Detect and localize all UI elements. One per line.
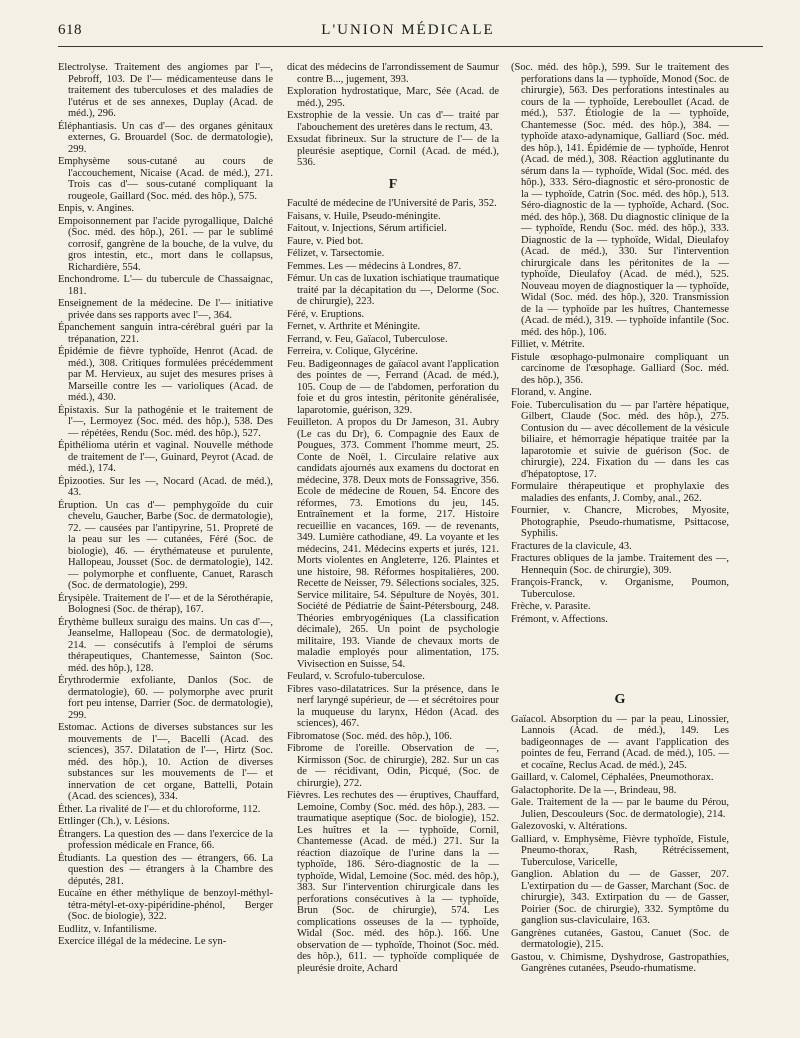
index-entry: Épidémie de fièvre typhoïde, Henrot (Acad. de méd.), 308. Critiques formulées précédemment par M. Hervieux, au sujet des mesures prises à Marseille contre les — varioliques (Acad. de méd.), 430. [58, 346, 273, 403]
index-entry: Érysipèle. Traitement de l'— et de la Sérothérapie, Bolognesi (Soc. de thérap), 167. [58, 592, 273, 615]
index-column-3-lower [511, 684, 729, 1027]
index-entry: Fistule œsophago-pulmonaire compliquant un carcinome de l'œsophage. Galliard (Soc. méd. des hôp.), 356. [511, 351, 729, 386]
index-column-1 [58, 62, 273, 1027]
index-entry: Electrolyse. Traitement des angiomes par l'—, Pebroff, 103. De l'— médicamenteuse dans le traitement des tuberculoses et des maladies de l'utérus et de ses annexes, Duplay (Acad. de méd.), 296. [58, 62, 273, 119]
section-heading-f: F [388, 176, 398, 192]
index-entry: Fibres vaso-dilatatrices. Sur la présence, dans le nerf laryngé supérieur, de — et sécrétoires pour la muqueuse du larynx, Hédon (Acad. des sciences), 467. [287, 683, 499, 729]
index-entry: Gaillard, v. Calomel, Céphalées, Pneumothorax. [511, 772, 714, 783]
index-entry: Étrangers. La question des — dans l'exercice de la profession médicale en France, 66. [58, 828, 273, 851]
index-entry: Florand, v. Angine. [511, 387, 592, 398]
index-entry: Épizooties. Sur les —, Nocard (Acad. de méd.), 43. [58, 475, 273, 498]
index-entry: Érythrodermie exfoliante, Danlos (Soc. de dermatologie), 60. — polymorphe avec prurit fort peu intense, Darrier (Soc. de dermatologie), 299. [58, 675, 273, 721]
index-entry: Fractures obliques de la jambe. Traitement des —, Hennequin (Soc. de chirurgie), 309. [511, 553, 729, 576]
index-entry: Étudiants. La question des — étrangers, 66. La question des — étrangers à la Chambre des députés, 281. [58, 852, 273, 887]
index-entry: Ferreira, v. Colique, Glycérine. [287, 346, 418, 357]
index-entry: Faculté de médecine de l'Université de Paris, 352. [287, 198, 497, 209]
index-entry: Fibromatose (Soc. méd. des hôp.), 106. [287, 730, 453, 742]
index-entry: Fièvres. Les rechutes des — éruptives, Chauffard, Lemoine, Comby (Soc. méd. des hôp.), 283. — traumatique aseptique (Soc. de biologie), 152. Les huîtres et la — typhoïde, Cornil, Chantemesse (Acad. de méd.) 271. Sur la réaction diazoïque de l'urine dans la — typhoïde, 186. Séro-diagnostic de la — typhoïde, Widal, Lemoine (Soc. méd. des hôp.), 383. Sur l'intervention chirurgicale dans les perforations consécutives à la — typhoïde, Brun (Soc. de chirurgie), 574. Les complications osseuses de la — typhoïde, Widal (Soc. méd. des hôp.). 166. Une observation de — typhoïde, Thoinot (Soc. méd. des hôp.), 611. — typhoïde compliquée de pleurésie droite, Achard [287, 790, 499, 974]
index-entry: Filliet, v. Métrite. [511, 339, 585, 350]
index-entry: Épanchement sanguin intra-cérébral guéri par la trépanation, 221. [58, 322, 273, 345]
index-entry: Foie. Tuberculisation du — par l'artère hépatique, Gilbert, Claude (Soc. méd. des hôp.), 275. Contusion du — avec décollement de la vésicule biliaire, et hémorragie hépatique traitée par la laparotomie et suivie de guérison (Soc. de chirurgie), 224. Fixation du — dans les cas d'hépatoptose, 17. [511, 399, 729, 480]
index-entry: Emphysème sous-cutané au cours de l'accouchement, Nicaise (Acad. de méd.), 271. Trois cas d'— sous-cutané compliquant la rougeole, Gaillard (Soc. méd. des hôp.), 575. [58, 156, 273, 202]
index-entry: Feulard, v. Scrofulo-tuberculose. [287, 671, 425, 682]
index-entry: Faure, v. Pied bot. [287, 235, 364, 247]
index-entry: Féré, v. Eruptions. [287, 308, 365, 320]
index-entry: Faisans, v. Huile, Pseudo-méningite. [287, 210, 441, 222]
index-entry: Femmes. Les — médecins à Londres, 87. [287, 260, 462, 272]
index-entry: Éléphantiasis. Un cas d'— des organes génitaux externes, G. Brouardel (Soc. de dermatologie), 299. [58, 120, 273, 155]
index-entry: Exercice illégal de la médecine. Le syn- [58, 936, 227, 947]
index-entry: Frémont, v. Affections. [511, 613, 608, 625]
index-entry: Feu. Badigeonnages de gaïacol avant l'application des pointes de —, Ferrand (Acad. de méd.), 105. Coup de — de l'abdomen, perforation du foie et du gros intestin, péritonite généralisée, laparotomie, guérison, 329. [287, 358, 499, 416]
page-header [58, 22, 758, 46]
index-entry: Enseignement de la médecine. De l'— initiative privée dans ses rapports avec l'—, 364. [58, 298, 273, 321]
index-entry: Épistaxis. Sur la pathogénie et le traitement de l'—, Lermoyez (Soc. méd. des hôp.), 538. Des — répétées, Rendu (Soc. méd. des hôp.), 527. [58, 404, 273, 439]
index-entry: Estomac. Actions de diverses substances sur les mouvements de l'—, Bacelli (Acad. des sciences), 357. Dilatation de l'—, Hirtz (Soc. méd. des hôp.), 10. Action de diverses substances sur les mouvements de l'— et innervation de cet organe, Battelli, Potain (Acad. des sciences), 334. [58, 722, 273, 802]
index-entry: dicat des médecins de l'arrondissement de Saumur contre B..., jugement, 393. [287, 62, 499, 85]
index-entry: Fractures de la clavicule, 43. [511, 540, 632, 552]
journal-title: L'UNION MÉDICALE [321, 22, 495, 38]
index-entry: (Soc. méd. des hôp.), 599. Sur le traitement des perforations dans la — typhoïde, Monod (Soc. de chirurgie), 563. Des perforations intestinales au cours de la — typhoïde, Lereboullet (Acad. de méd.), 537. Étiologie de la — typhoïde, Chantemesse (Soc. méd. des hôp.), 384. — typhoïde ataxo-adynamique, Galliard (Soc. méd. des hôp.), 141. Épidémie de — typhoïde, Henrot (Acad. de méd.), 308. Réaction agglutinante du sérum dans la — typhoïde, Widal (Soc. méd. des hôp.), 333. Séro-diagnostic et séro-pronostic de la — typhoïde, Catrin (Soc. méd. des hôp.), 513. Séro-diagnostic de la — typhoïde, Achard. (Soc. méd. des hôp.), 368. Du diagnostic clinique de la — typhoïde, Rendu (Soc. méd. des hôp.), 333. Diagnostic de la — typhoïde, Widal, Dieulafoy (Acad. de méd.), 330. Sur l'intervention chirurgicale dans les péritonites de la — typhoïde, Dieulafoy (Acad. de méd.), 525. Nouveau moyen de diagnostiquer la — typhoïde, Widal (Soc. méd. des hôp.), 320. Transmission de la — typhoïde par les huîtres, Chantemesse (Acad. de méd.), 319. — typhoïde infantile (Soc. méd. des hôp.), 106. [511, 62, 729, 338]
index-entry: Ganglion. Ablation du — de Gasser, 207. L'extirpation du — de Gasser, Marchant (Soc. de chirurgie), 343. Extirpation du — de Gasser, Poirier (Soc. de chirurgie), 332. Symptôme du ganglion sus-claviculaire, 163. [511, 869, 729, 926]
index-entry: Eudlitz, v. Infantilisme. [58, 923, 157, 935]
header-rule [58, 46, 763, 47]
section-heading-g: G [614, 692, 626, 707]
index-entry: Exstrophie de la vessie. Un cas d'— traité par l'abouchement des uretères dans le rectum, 43. [287, 110, 499, 133]
index-entry: Eucaïne en éther méthylique de benzoyl-méthyl-tétra-métyl-et-oxy-pipéridine-phénol, Berger (Soc. de biologie), 322. [58, 888, 273, 922]
index-entry: Gaïacol. Absorption du — par la peau, Linossier, Lannois (Acad. de méd.), 149. Les badigeonnages de — avant l'application des pointes de feu, Ferrand (Acad. de méd.), 105. — et cocaïne, Reclus Acad. de méd.), 245. [511, 713, 729, 771]
index-entry: Gangrènes cutanées, Gastou, Canuet (Soc. de dermatologie), 215. [511, 927, 729, 950]
index-entry: Exsudat fibrineux. Sur la structure de l'— de la pleurésie aseptique, Cornil (Acad. de méd.), 536. [287, 134, 499, 168]
index-entry: Érythème bulleux suraigu des mains. Un cas d'—, Jeanselme, Hallopeau (Soc. de dermatologie), 214. — consécutifs à l'emploi de sérums thérapeutiques, Chantemesse, Sainton (Soc. méd. des hôp.), 128. [58, 616, 273, 674]
index-entry: Exploration hydrostatique, Marc, Sée (Acad. de méd.), 295. [287, 86, 499, 109]
index-entry: Fibrome de l'oreille. Observation de —, Kirmisson (Soc. de chirurgie), 282. Sur un cas de — récidivant, Odin, Picqué, (Soc. de chirurgie), 272. [287, 743, 499, 789]
index-column-3 [511, 62, 729, 672]
index-entry: Félizet, v. Tarsectomie. [287, 248, 385, 259]
index-entry: Enchondrome. L'— du tubercule de Chassaignac, 181. [58, 274, 273, 297]
index-entry: Éruption. Un cas d'— pemphygoïde du cuir chevelu, Gaucher, Barbe (Soc. de dermatologie), 72. — causées par l'antipyrine, 51. Propreté de la peau sur les — cutanées, Féré (Soc. de biologie), 46. — érythémateuse et purulente, Hallopeau, Jousset (Soc. de dermatologie), 142. — polymorphe et confluente, Canuet, Rarasch (Soc. de dermatologie), 299. [58, 499, 273, 591]
index-entry: Gale. Traitement de la — par le baume du Pérou, Julien, Descouleurs (Soc. de dermatologie), 214. [511, 797, 729, 820]
index-entry: Galactophorite. De la —, Brindeau, 98. [511, 784, 677, 796]
index-entry: Galezovoski, v. Altérations. [511, 821, 628, 832]
index-column-2 [287, 62, 499, 1027]
index-entry: Ettlinger (Ch.), v. Lésions. [58, 816, 170, 827]
index-entry: Fournier, v. Chancre, Microbes, Myosite, Photographie, Pseudo-rhumatisme, Psittacose, Syphilis. [511, 505, 729, 539]
index-entry: Formulaire thérapeutique et prophylaxie des maladies des enfants, J. Comby, anal., 262. [511, 481, 729, 504]
index-entry: Fémur. Un cas de luxation ischiatique traumatique traité par la décapitation du —, Delorme (Soc. de chirurgie), 223. [287, 273, 499, 307]
page-number: 618 [58, 22, 82, 38]
index-entry: Enpis, v. Angines. [58, 203, 135, 214]
index-entry: Ferrand, v. Feu, Gaïacol, Tuberculose. [287, 333, 448, 345]
index-entry: Gastou, v. Chimisme, Dyshydrose, Gastropathies, Gangrènes cutanées, Pseudo-rhumatisme. [511, 951, 729, 974]
index-entry: Faitout, v. Injections, Sérum artificiel. [287, 223, 447, 234]
index-entry: François-Franck, v. Organisme, Poumon, Tuberculose. [511, 577, 729, 600]
index-entry: Empoisonnement par l'acide pyrogallique, Dalché (Soc. méd. des hôp.), 261. — par le sublimé corrosif, gangrène de la bouche, de la vulve, du gros intestin, etc., mort dans le collapsus, Richardière, 554. [58, 215, 273, 273]
index-entry: Feuilleton. A propos du Dr Jameson, 31. Aubry (Le cas du Dr), 6. Compagnie des Eaux de Pougues, 373. Comment l'homme meurt, 25. Conte de Noël, 1. Circulaire relative aux candidats ajournés aux examens du doctorat en médecine, 378. Deux mots de Fonssagrive, 356. Ecole de médecine de Rouen, 54. Encore des réformes, 73. Emotions du jeu, 145. Entraînement et la forme, 217. Histoire recueillie en vacances, 169. — de revenants, 349. Lumière cathodiane, 49. La voyante et les médecins, 241. Médecins experts et jurés, 121. Morts violentes en Angleterre, 126. Plaintes et une histoire, 98. Réformes hospitalières, 200. Recette de Neisser, 79. Sélections sociales, 325. Service militaire, 54. Sépulture de Noyès, 301. Société de Pédiatrie de Saint-Pétersbourg, 248. Théories embryogéniques (La classification décimale), 265. Un point de psychologie militaire, 193. Viande de chevaux morts de maladie employés pour alimentation, 175. Vivisection en Suisse, 54. [287, 417, 499, 670]
index-entry: Frèche, v. Parasite. [511, 601, 591, 612]
index-entry: Galliard, v. Emphysème, Fièvre typhoïde, Fistule, Pneumo-thorax, Rash, Rétrécissement, Tuberculose, Varicelle, [511, 833, 729, 868]
index-entry: Éther. La rivalité de l'— et du chloroforme, 112. [58, 803, 261, 815]
index-entry: Fernet, v. Arthrite et Méningite. [287, 321, 421, 332]
index-entry: Épithélioma utérin et vaginal. Nouvelle méthode de traitement de l'—, Guinard, Peyrot (Acad. de méd.), 174. [58, 440, 273, 474]
